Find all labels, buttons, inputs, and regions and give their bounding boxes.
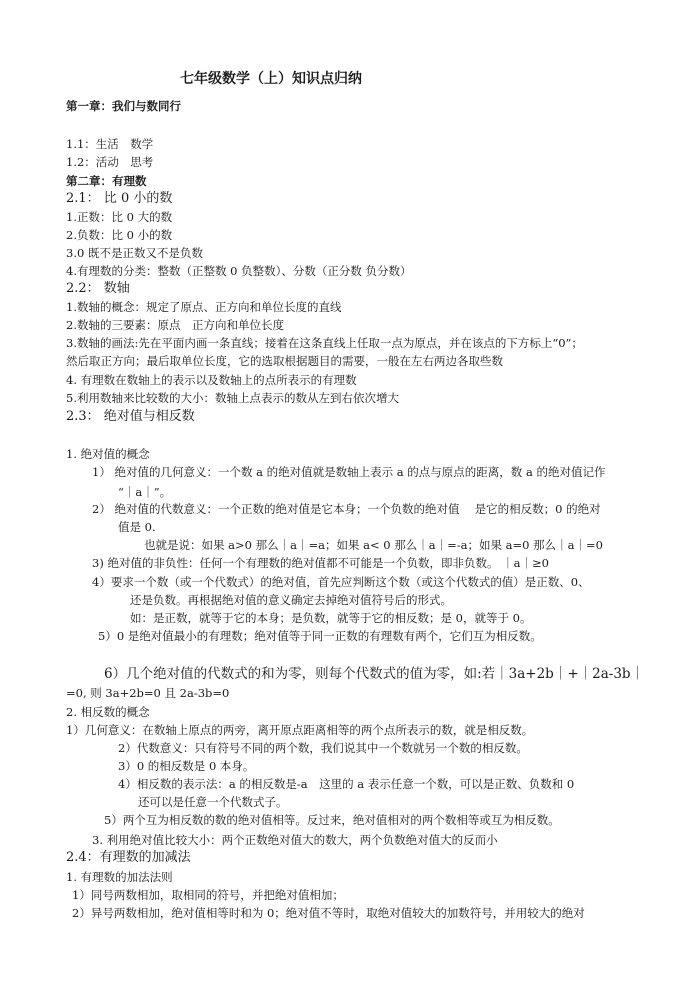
abs-requirement-line-1: 4）要求一个数（或一个代数式）的绝对值，首先应判断这个数（或这个代数式的值）是正数、0、 bbox=[92, 575, 590, 589]
rational-classification: 4.有理数的分类：整数（正整数 0 负整数）、分数（正分数 负分数） bbox=[66, 264, 412, 278]
section-1-2: 1.2：活动 思考 bbox=[66, 155, 154, 169]
opposite-zero: 3）0 的相反数是 0 本身。 bbox=[118, 759, 255, 773]
opposite-algebraic: 2）代数意义：只有符号不同的两个数，我们说其中一个数就另一个数的相反数。 bbox=[118, 741, 528, 755]
addition-different-sign: 2）异号两数相加，绝对值相等时和为 0；绝对值不等时，取绝对值较大的加数符号，并用较大的绝对 bbox=[72, 906, 585, 920]
abs-algebraic-line-2: 值是 0. bbox=[118, 520, 156, 534]
negative-definition: 2.负数：比 0 小的数 bbox=[66, 228, 173, 242]
abs-algebraic-line-3: 也就是说：如果 a>0 那么｜a｜=a；如果 a< 0 那么｜a｜=-a；如果 a=0 那么｜a｜=0 bbox=[144, 538, 603, 552]
axis-compare: 5.利用数轴来比较数的大小：数轴上点表示的数从左到右依次增大 bbox=[66, 391, 399, 405]
abs-geometric-line-1: 1） 绝对值的几何意义：一个数 a 的绝对值就是数轴上表示 a 的点与原点的距离，数 a 的绝对值记作 bbox=[92, 465, 606, 479]
abs-sum-zero-line-1: 6）几个绝对值的代数式的和为零，则每个代数式的值为零，如:若｜3a+2b｜+｜2a-3b｜ bbox=[104, 666, 645, 682]
opposite-pair: 5）两个互为相反数的数的绝对值相等。反过来，绝对值相对的两个数相等或互为相反数。 bbox=[104, 813, 560, 827]
abs-concept-heading: 1. 绝对值的概念 bbox=[66, 447, 150, 461]
abs-requirement-line-3: 如：是正数，就等于它的本身；是负数，就等于它的相反数；是 0，就等于 0。 bbox=[130, 611, 532, 625]
positive-definition: 1.正数：比 0 大的数 bbox=[66, 210, 173, 224]
axis-drawing-line-2: 然后取正方向；最后取单位长度，它的选取根据题目的需要，一般在左右两边各取些数 bbox=[66, 354, 503, 368]
axis-drawing-line-1: 3.数轴的画法:先在平面内画一条直线；接着在这条直线上任取一点为原点，并在该点的下方标上“0”； bbox=[66, 336, 583, 350]
abs-geometric-line-2: “｜a｜”。 bbox=[118, 485, 172, 499]
chapter-1-heading: 第一章：我们与数同行 bbox=[66, 99, 181, 113]
axis-representation: 4. 有理数在数轴上的表示以及数轴上的点所表示的有理数 bbox=[66, 373, 357, 387]
opposite-notation-line-1: 4）相反数的表示法：a 的相反数是-a 这里的 a 表示任意一个数，可以是正数、负数和 0 bbox=[118, 777, 575, 791]
abs-minimum: 5）0 是绝对值最小的有理数；绝对值等于同一正数的有理数有两个，它们互为相反数。 bbox=[98, 629, 542, 643]
opposite-geometric: 1）几何意义：在数轴上原点的两旁，离开原点距离相等的两个点所表示的数，就是相反数。 bbox=[66, 723, 534, 737]
addition-rule-heading: 1. 有理数的加法法则 bbox=[66, 870, 173, 884]
abs-sum-zero-line-2: =0, 则 3a+2b=0 且 2a-3b=0 bbox=[66, 686, 230, 700]
section-2-1: 2.1： 比 0 小的数 bbox=[66, 191, 173, 206]
zero-definition: 3.0 既不是正数又不是负数 bbox=[66, 246, 203, 260]
opposite-notation-line-2: 还可以是任意一个代数式子。 bbox=[138, 795, 288, 809]
abs-algebraic-line-1: 2） 绝对值的代数意义：一个正数的绝对值是它本身；一个负数的绝对值 是它的相反数；0 的绝对 bbox=[92, 502, 601, 516]
chapter-2-heading: 第二章：有理数 bbox=[66, 174, 147, 188]
section-2-2: 2.2： 数轴 bbox=[66, 281, 130, 296]
axis-three-elements: 2.数轴的三要素：原点 正方向和单位长度 bbox=[66, 318, 284, 332]
opposite-concept-heading: 2. 相反数的概念 bbox=[66, 705, 150, 719]
axis-concept: 1.数轴的概念：规定了原点、正方向和单位长度的直线 bbox=[66, 300, 342, 314]
page-title: 七年级数学（上）知识点归纳 bbox=[180, 71, 362, 87]
section-2-3: 2.3： 绝对值与相反数 bbox=[66, 409, 195, 424]
abs-nonnegative: 3) 绝对值的非负性：任何一个有理数的绝对值都不可能是一个负数，即非负数。 ｜a｜≥0 bbox=[92, 556, 549, 570]
section-2-4: 2.4：有理数的加减法 bbox=[66, 850, 191, 865]
abs-compare: 3. 利用绝对值比较大小：两个正数绝对值大的数大，两个负数绝对值大的反而小 bbox=[92, 833, 498, 847]
addition-same-sign: 1）同号两数相加，取相同的符号，并把绝对值相加； bbox=[72, 888, 344, 902]
section-1-1: 1.1：生活 数学 bbox=[66, 137, 154, 151]
abs-requirement-line-2: 还是负数。再根据绝对值的意义确定去掉绝对值符号后的形式。 bbox=[130, 593, 452, 607]
